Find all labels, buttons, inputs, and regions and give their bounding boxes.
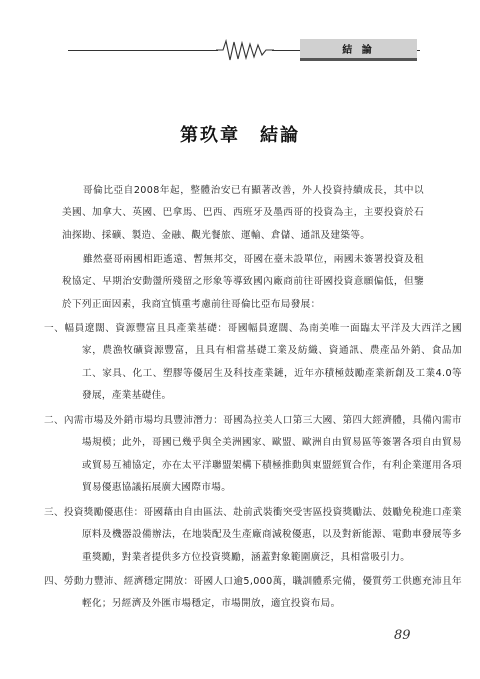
paragraph-context: 雖然臺哥兩國相距遙遠、暫無邦交，哥國在臺未設單位，兩國未簽署投資及租稅協定、早期治安動盪所殘留之形象等導致國內廠商前往哥國投資意願偏低，但鑒於下列正面因素，我商宜慎重考慮前往哥倫比亞布局發展：	[62, 254, 424, 310]
chapter-title: 第玖章 結論	[180, 125, 300, 146]
header-rule-left	[68, 50, 218, 51]
page-number: 89	[394, 628, 411, 643]
paragraph-intro: 哥倫比亞自2008年起，整體治安已有顯著改善，外人投資持續成長，其中以美國、加拿大、英國、巴拿馬、巴西、西班牙及墨西哥的投資為主，主要投資於石油探勘、採礦、製造、金融、觀光餐旅、運輸、倉儲、通訊及建築等。	[62, 185, 424, 241]
list-item-4: 四、勞動力豐沛、經濟穩定開放：哥國人口逾5,000萬，職訓體系完備，優質勞工供應充沛且年輕化；另經濟及外匯市場穩定，市場開放，適宜投資布局。	[44, 576, 462, 610]
list-item-2: 二、內需市場及外銷市場均具豐沛潛力：哥國為拉美人口第三大國、第四大經濟體，具備內需市場規模；此外，哥國已幾乎與全美洲國家、歐盟、歐洲自由貿易區等簽署各項自由貿易或貿易互補協定，亦在太平洋聯盟架構下積極推動與東盟經貿合作，有利企業運用各項貿易優惠協議拓展廣大國際市場。	[44, 415, 462, 494]
list-item-3: 三、投資獎勵優惠佳：哥國藉由自由區法、赴前武裝衝突受害區投資獎勵法、鼓勵免稅進口產業原料及機器設備辦法，在地裝配及生產廠商減稅優惠，以及對新能源、電動車發展等多重獎勵，對業者提供多方位投資獎勵，涵蓋對象範圍廣泛，具相當吸引力。	[44, 507, 462, 563]
header-zigzag-ornament	[216, 38, 274, 64]
header-section-label: 結 論	[342, 45, 375, 56]
list-item-1: 一、幅員遼闊、資源豐富且具產業基礎：哥國幅員遼闊、為南美唯一面臨太平洋及大西洋之國家，農漁牧礦資源豐富，且具有相當基礎工業及紡織、資通訊、農產品外銷、食品加工、家具、化工、塑膠等優居生及科技產業鏈，近年亦積極鼓勵產業新創及工業4.0等發展，產業基礎佳。	[44, 323, 462, 402]
header-tab-underline	[300, 58, 417, 61]
